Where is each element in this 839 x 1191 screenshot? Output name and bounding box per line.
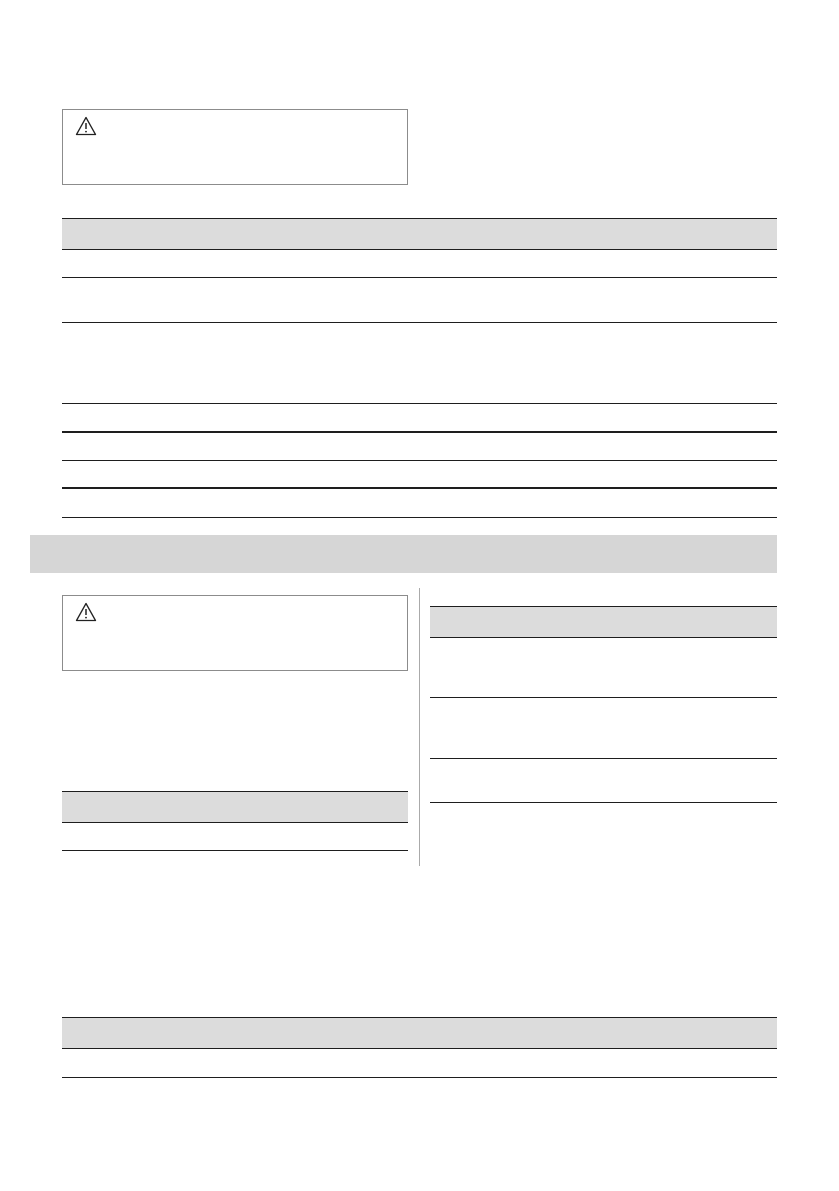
warning-box-left xyxy=(62,595,408,671)
table-row-rule xyxy=(430,802,777,803)
warning-box-top xyxy=(62,109,408,185)
table-row-rule xyxy=(62,850,408,851)
table-header-rule xyxy=(62,1048,777,1049)
table-header-rule xyxy=(62,822,408,823)
table-header xyxy=(430,607,777,637)
column-divider xyxy=(419,588,420,866)
table-row-rule xyxy=(62,460,777,461)
table-row-rule xyxy=(62,277,777,278)
table-row-rule xyxy=(430,697,777,698)
table-row-rule xyxy=(62,431,777,433)
table-row-rule xyxy=(62,403,777,404)
table-row-rule xyxy=(430,758,777,759)
table-row-rule xyxy=(62,517,777,518)
table-header xyxy=(62,1018,777,1048)
table-row-rule xyxy=(62,322,777,323)
table-header-rule xyxy=(430,637,777,638)
table-row-rule xyxy=(62,487,777,489)
warning-triangle-icon xyxy=(75,116,97,136)
table-row-rule xyxy=(62,1077,777,1078)
table-header xyxy=(62,792,408,822)
table-header-rule xyxy=(62,249,777,250)
table-header xyxy=(62,219,777,249)
section-heading-band xyxy=(30,535,777,573)
warning-triangle-icon xyxy=(75,602,97,622)
